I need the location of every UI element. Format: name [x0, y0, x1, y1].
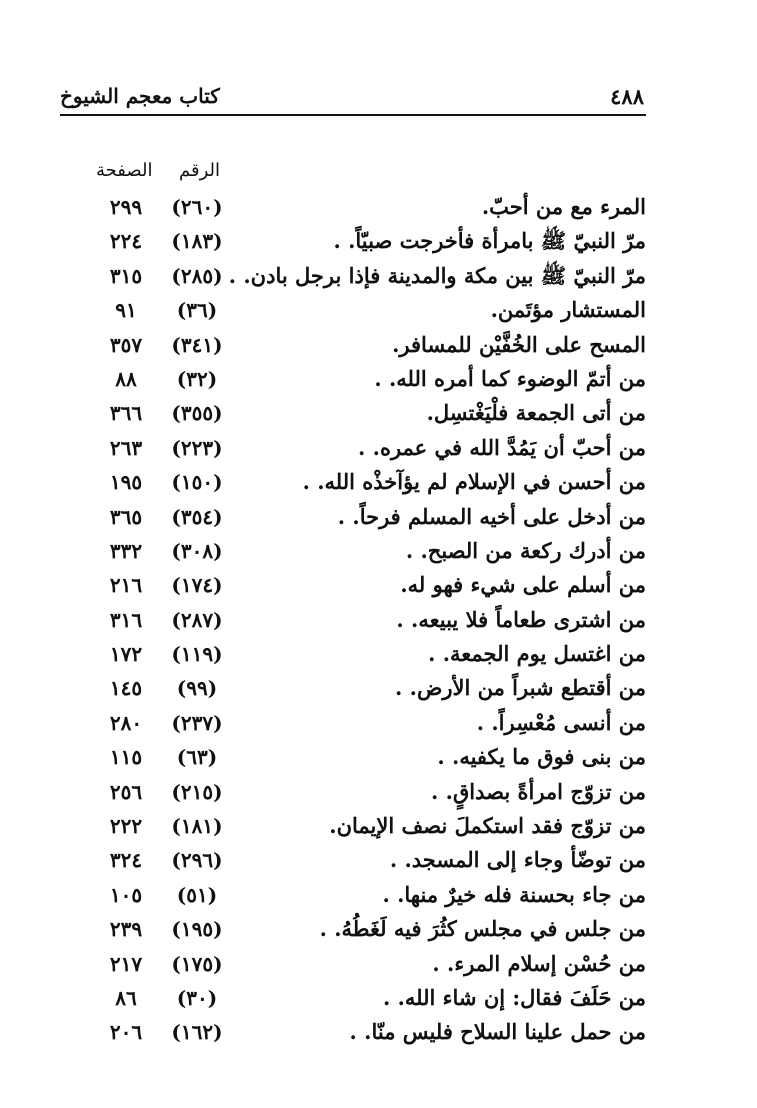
hadith-number: (٣٦): [176, 298, 218, 323]
index-entry: [60, 981, 646, 1015]
hadith-text: من حُسْن إسلام المرء. .: [432, 950, 646, 976]
hadith-number: (٥١): [176, 882, 218, 907]
index-entry: [60, 671, 646, 705]
hadith-text: من جلس في مجلس كثُرَ فيه لَغَطُهُ. .: [319, 916, 646, 942]
hadith-number: (١٦٢): [171, 1020, 223, 1045]
page-reference: ٢٥٦: [109, 779, 143, 804]
hadith-number: (٦٣): [176, 745, 218, 770]
hadith-text: من أقتطع شبراً من الأرض. .: [395, 675, 646, 701]
hadith-number: (١١٩): [171, 642, 223, 667]
hadith-number: (٢١٥): [171, 779, 223, 804]
index-list: [60, 190, 646, 1050]
page-reference: ١٧٢: [109, 642, 143, 667]
page-reference: ٨٦: [115, 985, 137, 1010]
hadith-text: من اغتسل يوم الجمعة. .: [428, 641, 646, 667]
hadith-number: (٣٥٥): [171, 401, 223, 426]
hadith-number: (١٥٠): [171, 470, 223, 495]
hadith-text: من أسلم على شيء فهو له.: [400, 572, 646, 598]
page-reference: ١٤٥: [109, 676, 143, 701]
hadith-text: من أحسن في الإسلام لم يؤآخذْه الله. .: [302, 469, 646, 495]
hadith-text: مرّ النبيّ ﷺ بين مكة والمدينة فإذا برجل بادن. .: [228, 262, 646, 288]
hadith-text: من أدخل على أخيه المسلم فرحاً. .: [337, 503, 646, 529]
hadith-number: (٣٥٤): [171, 504, 223, 529]
hadith-text: من أدرك ركعة من الصبح. .: [405, 537, 646, 563]
index-entry: [60, 568, 646, 602]
page-number: ٤٨٨: [610, 84, 644, 109]
index-entry: [60, 603, 646, 637]
index-entry: [60, 740, 646, 774]
hadith-text: من حَلَفَ فقال: إن شاء الله. .: [382, 984, 646, 1010]
page-reference: ٢٦٣: [109, 435, 143, 460]
index-entry: [60, 947, 646, 981]
index-entry: [60, 912, 646, 946]
page-reference: ٢٠٦: [109, 1020, 143, 1045]
page-reference: ٢٨٠: [109, 710, 143, 735]
index-entry: [60, 328, 646, 362]
page-reference: ٣٢٤: [109, 848, 143, 873]
hadith-number: (١٧٤): [171, 573, 223, 598]
page-reference: ٢٩٩: [109, 195, 143, 219]
hadith-text: من بنى فوق ما يكفيه. .: [437, 744, 646, 770]
index-entry: [60, 362, 646, 396]
index-entry: [60, 843, 646, 877]
index-entry: [60, 775, 646, 809]
page-reference: ١٩٥: [109, 470, 143, 495]
column-headers: [96, 160, 220, 186]
hadith-text: من جاء بحسنة فله خيرٌ منها. .: [382, 881, 646, 907]
index-entry: [60, 293, 646, 327]
hadith-text: من حمل علينا السلاح فليس منّا. .: [349, 1019, 646, 1045]
hadith-number: (٢٦٠): [171, 195, 223, 219]
page-reference: ٣٦٥: [109, 504, 143, 529]
hadith-text: المستشار مؤتَمن.: [490, 297, 646, 323]
page-reference: ٢٣٩: [109, 917, 143, 942]
hadith-number: (٢٢٣): [171, 435, 223, 460]
page-reference: ١٠٥: [109, 882, 143, 907]
page-reference: ٨٨: [115, 366, 137, 391]
column-header-number: الرقم: [178, 160, 220, 181]
hadith-number: (٢٨٥): [171, 263, 223, 288]
page-reference: ٣٥٧: [109, 332, 143, 357]
hadith-text: من أنسى مُعْسِراً. .: [476, 709, 646, 735]
page-reference: ٢٢٢: [109, 814, 143, 839]
hadith-number: (٣٠٨): [171, 538, 223, 563]
hadith-text: من تزوّج فقد استكملَ نصف الإيمان.: [329, 813, 646, 839]
hadith-number: (٩٩): [176, 676, 218, 701]
hadith-text: من تزوّج امرأةً بصداقٍ. .: [431, 778, 646, 804]
page-reference: ١١٥: [109, 745, 143, 770]
hadith-text: المسح على الخُفَّيْن للمسافر.: [392, 331, 646, 357]
index-entry: [60, 431, 646, 465]
hadith-text: المرء مع من أحبّ.: [481, 194, 646, 219]
page-reference: ٢١٧: [109, 951, 143, 976]
hadith-number: (٣٤١): [171, 332, 223, 357]
hadith-text: من توضّأ وجاء إلى المسجد. .: [389, 847, 646, 873]
hadith-text: من أحبّ أن يَمُدَّ الله في عمره. .: [358, 434, 646, 460]
index-entry: [60, 396, 646, 430]
index-entry: [60, 224, 646, 258]
hadith-text: مرّ النبيّ ﷺ بامرأة فأخرجت صبيّاً. .: [333, 228, 646, 254]
index-entry: [60, 259, 646, 293]
page-reference: ٩١: [115, 298, 137, 323]
page-reference: ٣٦٦: [109, 401, 143, 426]
hadith-number: (٣٠): [176, 985, 218, 1010]
index-entry: [60, 1015, 646, 1049]
running-title: كتاب معجم الشيوخ: [60, 84, 220, 108]
hadith-number: (٢٩٦): [171, 848, 223, 873]
page-reference: ٣١٦: [109, 607, 143, 632]
index-entry: [60, 809, 646, 843]
page-reference: ٣٣٢: [109, 538, 143, 563]
page-reference: ٢١٦: [109, 573, 143, 598]
hadith-number: (٢٨٧): [171, 607, 223, 632]
page-header: [60, 84, 646, 116]
index-entry: [60, 190, 646, 224]
hadith-number: (١٩٥): [171, 917, 223, 942]
hadith-number: (١٨١): [171, 814, 223, 839]
index-entry: [60, 500, 646, 534]
hadith-text: من اشترى طعاماً فلا يبيعه. .: [396, 606, 646, 632]
column-header-page: الصفحة: [96, 160, 153, 181]
index-entry: [60, 878, 646, 912]
hadith-text: من أتى الجمعة فلْيَغْتسِل.: [426, 400, 646, 426]
hadith-number: (١٨٣): [171, 229, 223, 254]
index-entry: [60, 706, 646, 740]
page-reference: ٣١٥: [109, 263, 143, 288]
hadith-number: (٢٣٧): [171, 710, 223, 735]
hadith-number: (٣٢): [176, 366, 218, 391]
index-entry: [60, 465, 646, 499]
page-reference: ٢٢٤: [109, 229, 143, 254]
index-entry: [60, 534, 646, 568]
index-entry: [60, 637, 646, 671]
hadith-text: من أتمّ الوضوء كما أمره الله. .: [374, 365, 646, 391]
hadith-number: (١٧٥): [171, 951, 223, 976]
